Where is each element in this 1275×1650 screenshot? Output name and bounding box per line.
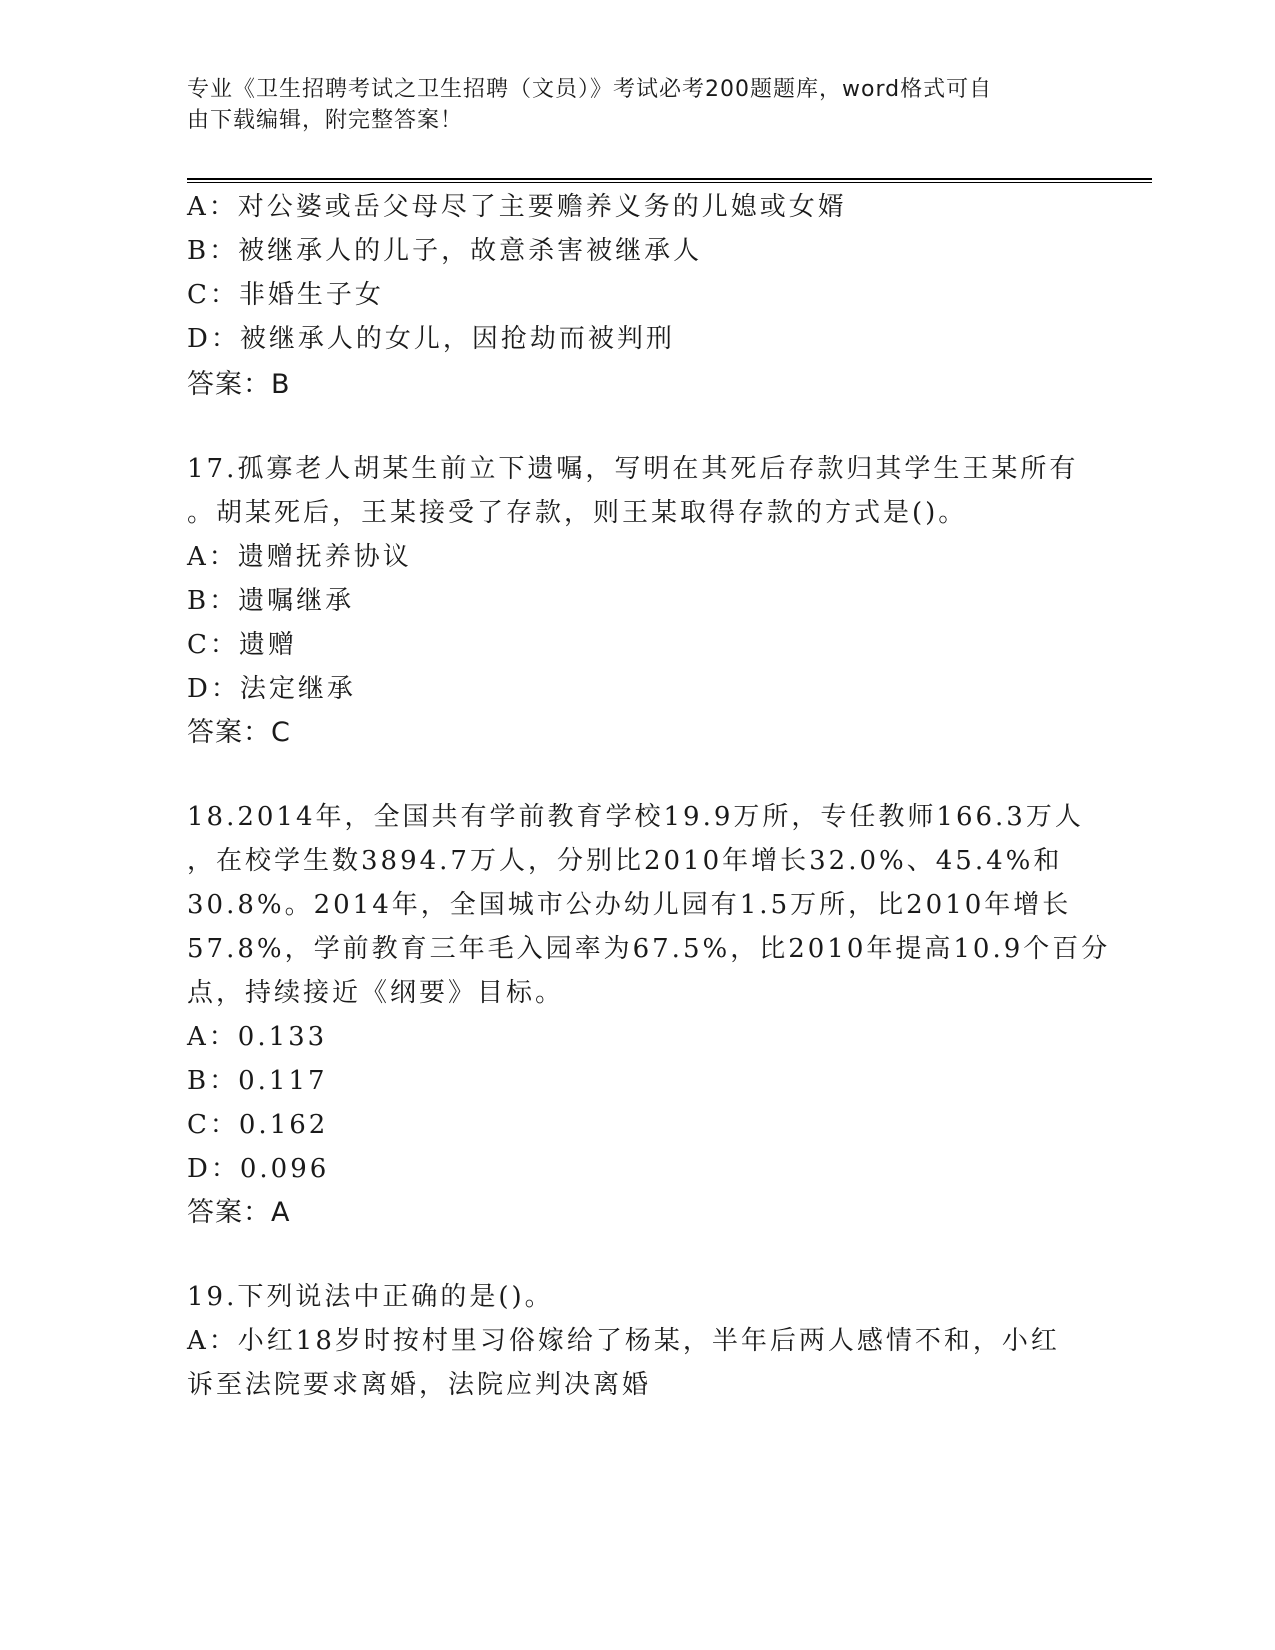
q18-option-a: A：0.133 (187, 1022, 328, 1052)
q18-question-line-2: ，在校学生数3894.7万人，分别比2010年增长32.0%、45.4%和 (187, 846, 1063, 876)
q18-option-b: B：0.117 (187, 1066, 328, 1096)
q17-option-c: C：遗赠 (187, 630, 297, 660)
q16-option-d: D：被继承人的女儿，因抢劫而被判刑 (187, 324, 675, 354)
header-rule-thick (187, 178, 1152, 180)
header-line-1: 专业《卫生招聘考试之卫生招聘（文员）》考试必考200题题库，word格式可自 (187, 77, 993, 102)
q18-question-line-5: 点，持续接近《纲要》目标。 (187, 978, 565, 1008)
q19-option-a-line-2: 诉至法院要求离婚，法院应判决离婚 (187, 1370, 652, 1400)
q17-answer: 答案：C (187, 717, 291, 748)
q17-question-line-2: 。胡某死后，王某接受了存款，则王某取得存款的方式是()。 (187, 498, 968, 528)
q17-option-d: D：法定继承 (187, 674, 356, 704)
q16-option-b: B：被继承人的儿子，故意杀害被继承人 (187, 236, 703, 266)
q16-answer: 答案：B (187, 369, 291, 400)
q19-option-a-line-1: A：小红18岁时按村里习俗嫁给了杨某，半年后两人感情不和，小红 (187, 1326, 1060, 1356)
header-rule-thin (187, 182, 1152, 183)
document-header (187, 74, 1067, 136)
q17-option-a: A：遗赠抚养协议 (187, 542, 412, 572)
q18-question-line-1: 18.2014年，全国共有学前教育学校19.9万所，专任教师166.3万人 (187, 802, 1084, 832)
q18-question-line-3: 30.8%。2014年，全国城市公办幼儿园有1.5万所，比2010年增长 (187, 890, 1072, 920)
q17-question-line-1: 17.孤寡老人胡某生前立下遗嘱，写明在其死后存款归其学生王某所有 (187, 454, 1079, 484)
header-line-2: 由下载编辑，附完整答案！ (187, 108, 464, 133)
q18-answer: 答案：A (187, 1197, 291, 1228)
q17-option-b: B：遗嘱继承 (187, 586, 355, 616)
q18-question-line-4: 57.8%，学前教育三年毛入园率为67.5%，比2010年提高10.9个百分 (187, 934, 1111, 964)
q18-option-c: C：0.162 (187, 1110, 329, 1140)
q18-option-d: D：0.096 (187, 1154, 330, 1184)
q16-option-c: C：非婚生子女 (187, 280, 384, 310)
q19-question-line-1: 19.下列说法中正确的是()。 (187, 1282, 554, 1312)
q16-option-a: A：对公婆或岳父母尽了主要赡养义务的儿媳或女婿 (187, 192, 847, 222)
